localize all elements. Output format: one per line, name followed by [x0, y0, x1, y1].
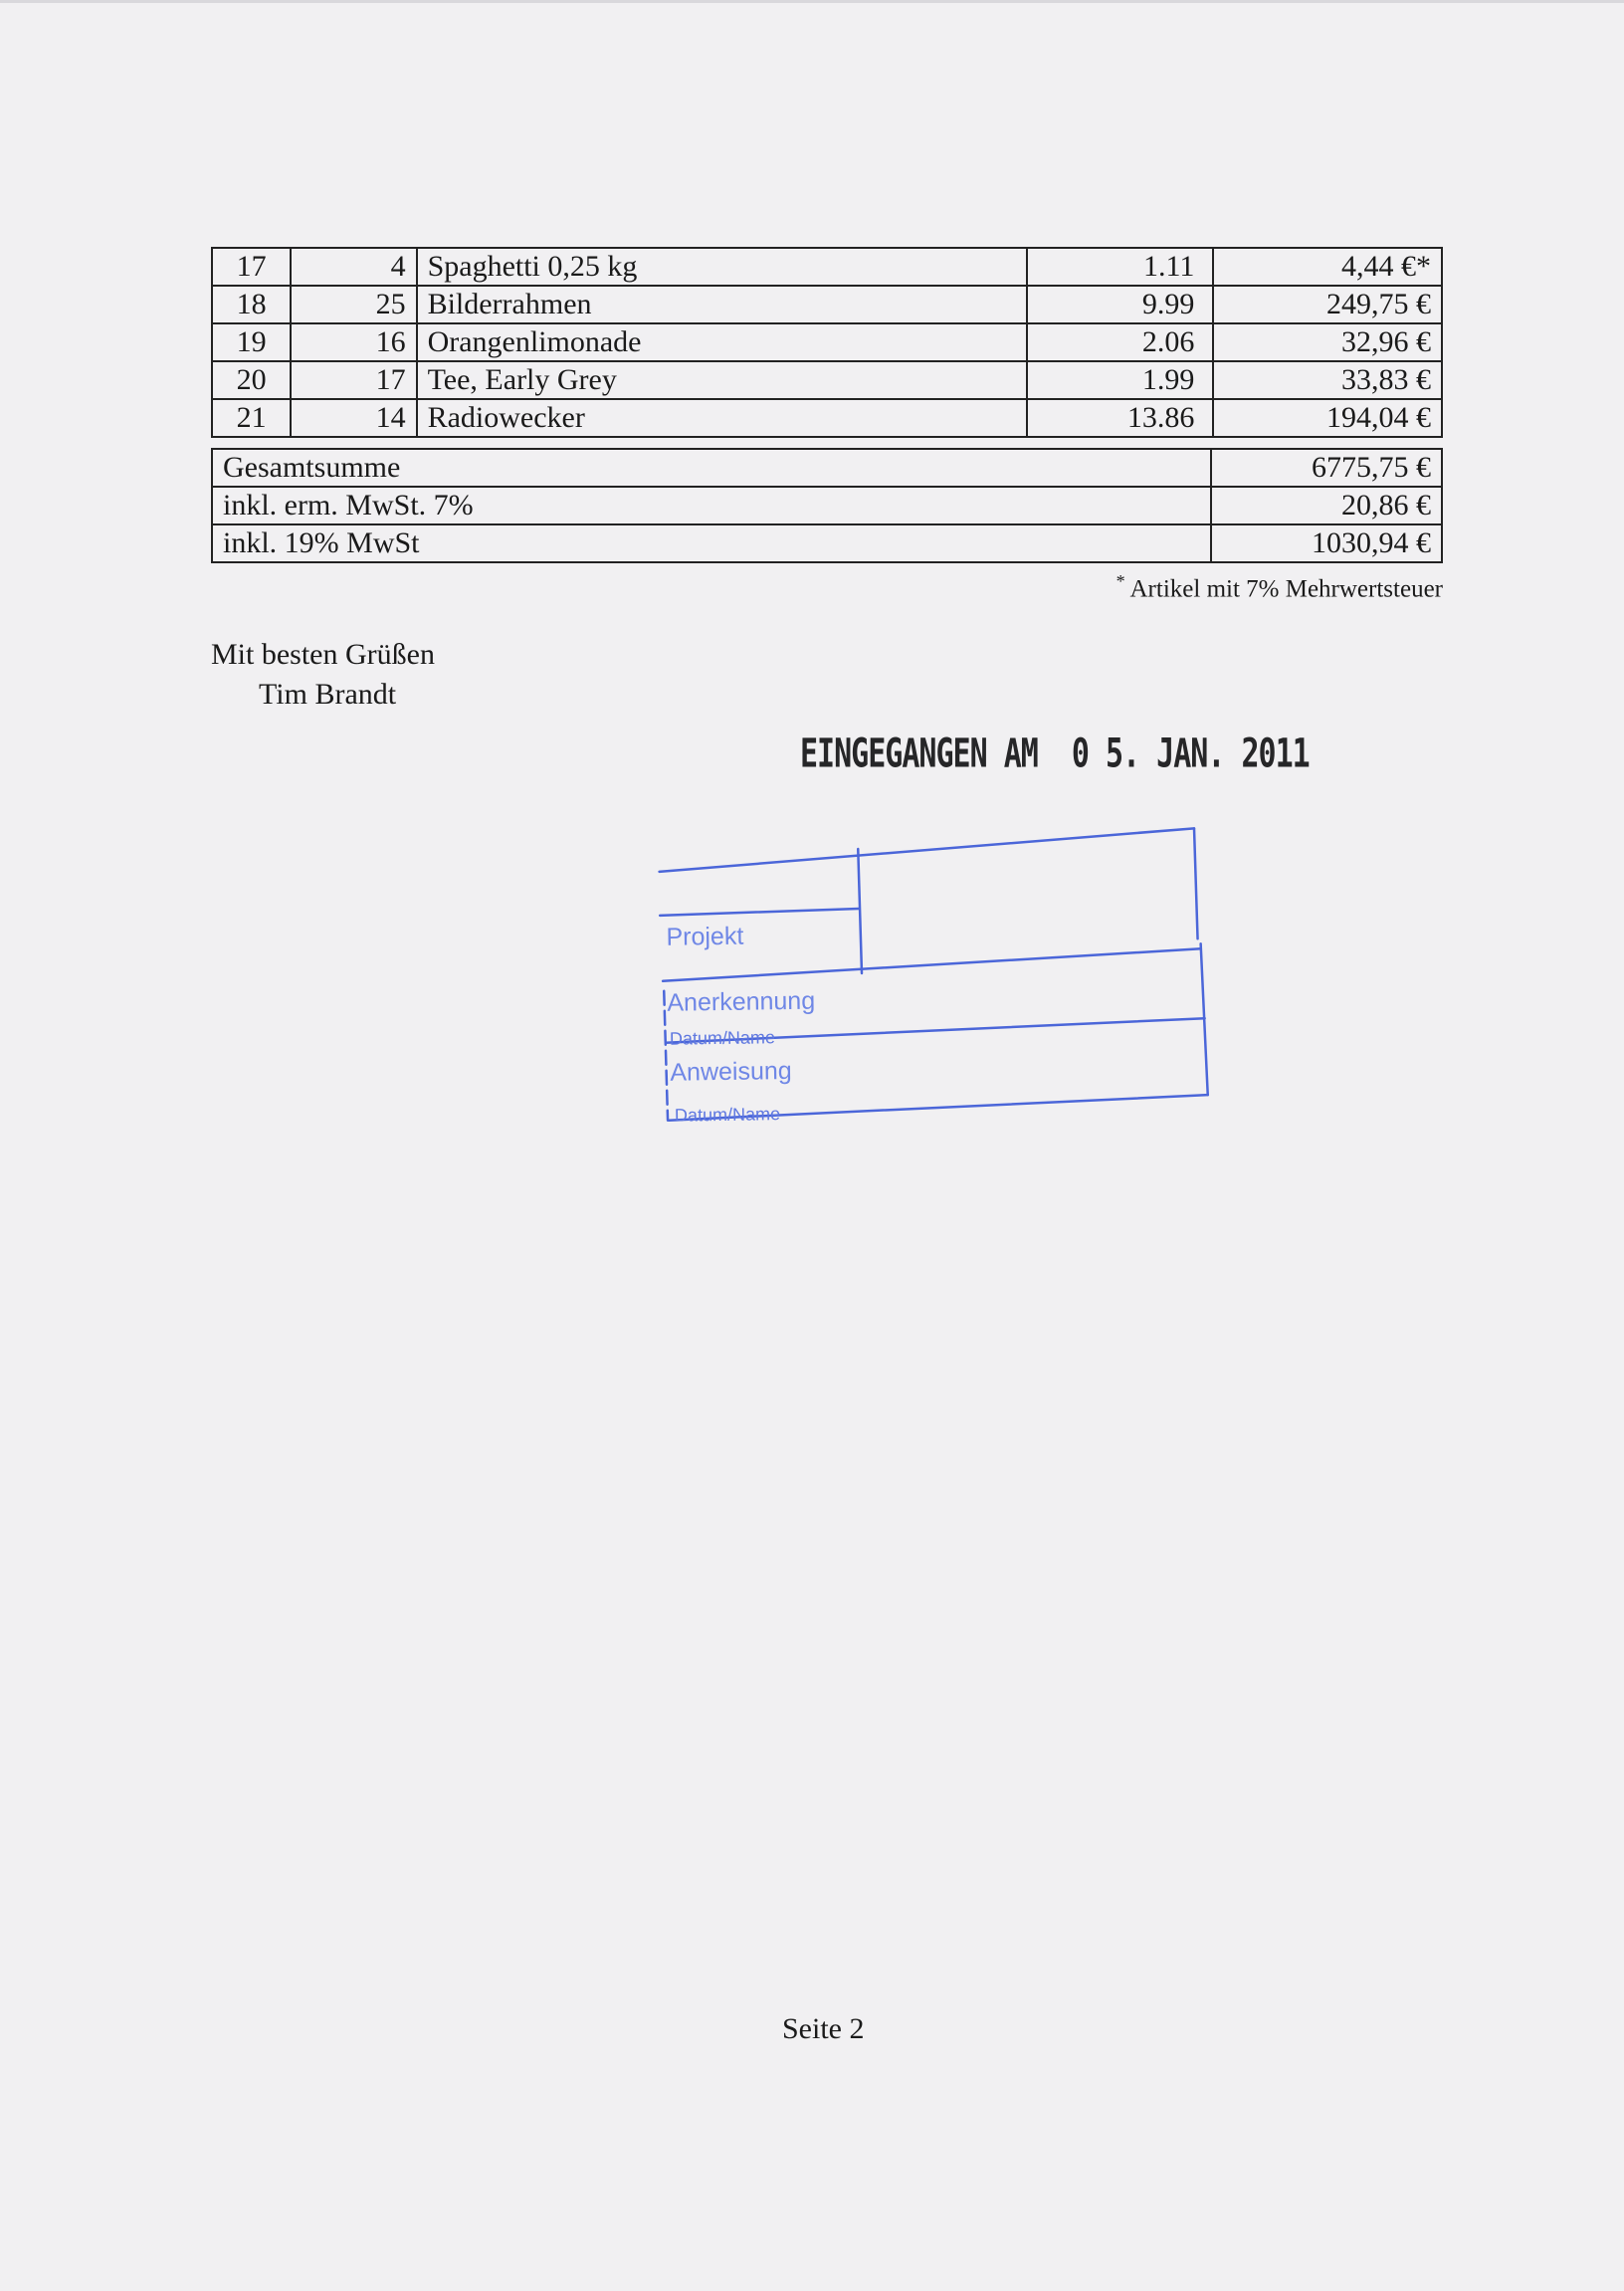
- item-name: Orangenlimonade: [417, 323, 1027, 361]
- total-value: 6775,75 €: [1211, 449, 1442, 487]
- table-row: [212, 286, 1442, 323]
- footnote-marker: *: [1116, 571, 1125, 591]
- item-name: Tee, Early Grey: [417, 361, 1027, 399]
- closing-line: Mit besten Grüßen: [211, 638, 435, 671]
- item-name: Spaghetti 0,25 kg: [417, 248, 1027, 286]
- item-position: 20: [212, 361, 291, 399]
- item-total: 194,04 €: [1213, 399, 1442, 437]
- received-stamp: [800, 730, 1310, 777]
- routing-stamp: [647, 824, 1229, 1164]
- item-total: 33,83 €: [1213, 361, 1442, 399]
- vat-reduced-label: inkl. erm. MwSt. 7%: [212, 487, 1211, 524]
- footnote-text: Artikel mit 7% Mehrwertsteuer: [1129, 575, 1443, 603]
- item-position: 19: [212, 323, 291, 361]
- table-row: [212, 399, 1442, 437]
- item-name: Radiowecker: [417, 399, 1027, 437]
- invoice-totals-table: [211, 448, 1443, 563]
- item-quantity: 25: [291, 286, 416, 323]
- stamp-approval-sub: Datum/Name: [669, 1027, 776, 1049]
- stamp-approval-label: Anerkennung: [667, 986, 816, 1017]
- vat-standard-label: inkl. 19% MwSt: [212, 524, 1211, 562]
- item-position: 18: [212, 286, 291, 323]
- closing-block: [211, 635, 435, 715]
- item-total: 4,44 €*: [1213, 248, 1442, 286]
- item-name: Bilderrahmen: [417, 286, 1027, 323]
- scan-edge: [0, 0, 1624, 3]
- page-number: Seite 2: [782, 2012, 865, 2045]
- vat-footnote: [1116, 571, 1443, 603]
- table-row: [212, 449, 1442, 487]
- item-unit-price: 9.99: [1027, 286, 1214, 323]
- item-unit-price: 1.11: [1027, 248, 1214, 286]
- item-unit-price: 13.86: [1027, 399, 1214, 437]
- table-row: [212, 524, 1442, 562]
- stamp-instruction-sub: Datum/Name: [674, 1104, 781, 1126]
- item-position: 21: [212, 399, 291, 437]
- signatory-name: Tim Brandt: [259, 678, 397, 711]
- vat-standard-value: 1030,94 €: [1211, 524, 1442, 562]
- received-stamp-label: EINGEGANGEN AM: [800, 730, 1038, 778]
- item-unit-price: 2.06: [1027, 323, 1214, 361]
- item-position: 17: [212, 248, 291, 286]
- vat-reduced-value: 20,86 €: [1211, 487, 1442, 524]
- item-total: 32,96 €: [1213, 323, 1442, 361]
- stamp-instruction-label: Anweisung: [670, 1056, 792, 1087]
- table-row: [212, 248, 1442, 286]
- item-unit-price: 1.99: [1027, 361, 1214, 399]
- total-label: Gesamtsumme: [212, 449, 1211, 487]
- table-row: [212, 361, 1442, 399]
- item-total: 249,75 €: [1213, 286, 1442, 323]
- item-quantity: 4: [291, 248, 416, 286]
- item-quantity: 14: [291, 399, 416, 437]
- item-quantity: 17: [291, 361, 416, 399]
- table-row: [212, 323, 1442, 361]
- item-quantity: 16: [291, 323, 416, 361]
- table-row: [212, 487, 1442, 524]
- stamp-project-label: Projekt: [666, 922, 744, 951]
- invoice-items-table: [211, 247, 1443, 438]
- received-stamp-date: 0 5. JAN. 2011: [1071, 730, 1310, 778]
